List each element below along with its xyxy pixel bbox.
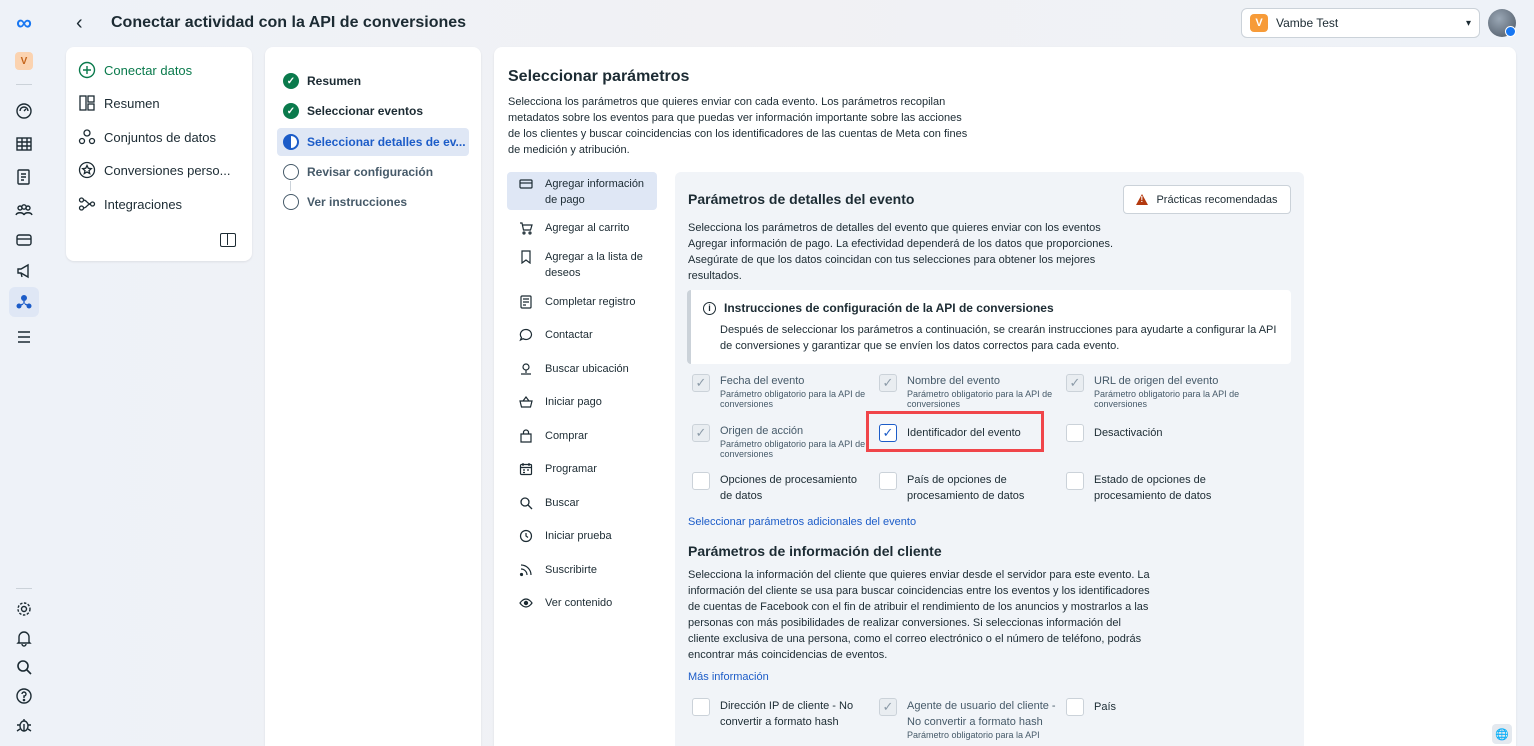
checkbox-empty-icon (1066, 424, 1084, 442)
audience-icon[interactable] (13, 199, 35, 221)
credit-card-icon (519, 177, 533, 191)
param-client-ip[interactable]: Dirección IP de cliente - No convertir a formato hash (692, 698, 870, 730)
event-item-subscribe[interactable]: Suscribirte (507, 558, 657, 582)
megaphone-icon[interactable] (13, 260, 35, 282)
info-box-text: Después de seleccionar los parámetros a continuación, se crearán instrucciones para ayudarte a configurar la API de conversiones y garantizar que se envíen los datos correctos para cada evento. (720, 324, 1277, 352)
cart-icon (519, 221, 533, 235)
step-view-instructions[interactable]: Ver instrucciones (277, 188, 469, 216)
steps-card (265, 47, 481, 746)
nav-item-integrations[interactable] (78, 195, 182, 213)
event-item-initiate-checkout[interactable]: Iniciar pago (507, 390, 657, 414)
event-item-add-to-wishlist[interactable]: Agregar a la lista de deseos (507, 245, 657, 285)
dataset-icon (78, 128, 96, 146)
rss-icon (519, 563, 533, 577)
info-box-title: i Instrucciones de configuración de la API de conversiones (703, 301, 1054, 315)
nav-label: Conjuntos de datos (104, 129, 217, 145)
details-title: Parámetros de detalles del evento (688, 191, 915, 207)
nav-item-custom-conversions[interactable] (78, 161, 230, 179)
more-info-link[interactable]: Más información (688, 671, 769, 683)
empty-circle-icon (283, 194, 299, 210)
eye-icon (519, 596, 533, 610)
bag-icon (519, 429, 533, 443)
event-item-add-to-cart[interactable]: Agregar al carrito (507, 216, 657, 240)
step-summary[interactable]: ✓ Resumen (277, 67, 469, 95)
chat-icon (519, 328, 533, 342)
page-title: Conectar actividad con la API de conversiones (111, 14, 467, 31)
calendar-icon (519, 462, 533, 476)
back-chevron-icon[interactable]: ‹ (76, 12, 83, 34)
checkbox-empty-icon (1066, 472, 1084, 490)
bell-icon[interactable] (13, 627, 35, 649)
search-icon[interactable] (13, 656, 35, 678)
settings-gear-icon[interactable] (13, 598, 35, 620)
nav-item-summary[interactable] (78, 94, 160, 112)
section-title: Seleccionar parámetros (508, 68, 690, 85)
nav-item-datasets[interactable] (78, 128, 216, 146)
checkbox-disabled-icon: ✓ (879, 374, 897, 392)
checkbox-empty-icon (1066, 698, 1084, 716)
event-item-view-content[interactable]: Ver contenido (507, 591, 657, 615)
event-item-find-location[interactable]: Buscar ubicación (507, 357, 657, 381)
event-item-purchase[interactable]: Comprar (507, 424, 657, 448)
customer-title: Parámetros de información del cliente (688, 543, 942, 559)
checkbox-empty-icon (879, 472, 897, 490)
bookmark-icon (519, 250, 533, 264)
plus-circle-icon (78, 61, 96, 79)
account-selector[interactable] (1241, 8, 1480, 38)
account-name: Vambe Test (1276, 16, 1339, 30)
event-item-add-payment-info[interactable]: Agregar información de pago (507, 172, 657, 210)
nav-card (66, 47, 252, 261)
clock-icon (519, 529, 533, 543)
bug-icon[interactable] (13, 714, 35, 736)
param-action-source[interactable]: ✓ Origen de acción Parámetro obligatorio para la API de conversiones (692, 424, 870, 459)
search-icon (519, 496, 533, 510)
param-data-processing-state[interactable]: Estado de opciones de procesamiento de datos (1066, 472, 1246, 504)
checkbox-disabled-icon: ✓ (879, 698, 897, 716)
checkbox-checked-icon: ✓ (879, 424, 897, 442)
param-client-user-agent[interactable]: ✓ Agente de usuario del cliente - No convertir a formato hash Parámetro obligatorio para la API (879, 698, 1059, 740)
form-icon (519, 295, 533, 309)
warning-icon (1136, 194, 1148, 205)
billing-icon[interactable] (13, 229, 35, 251)
half-circle-icon (283, 134, 299, 150)
event-item-search[interactable]: Buscar (507, 491, 657, 515)
event-item-schedule[interactable]: Programar (507, 457, 657, 481)
globe-icon[interactable]: 🌐 (1492, 724, 1512, 744)
check-circle-icon: ✓ (283, 73, 299, 89)
additional-params-link[interactable]: Seleccionar parámetros adicionales del evento (688, 516, 917, 528)
caret-down-icon: ▾ (1465, 17, 1471, 29)
info-box (687, 290, 1291, 364)
account-badge-icon: V (1250, 14, 1268, 32)
meta-logo-icon[interactable]: ∞ (16, 10, 32, 35)
collapse-panel-icon[interactable] (220, 233, 236, 247)
nav-label: Integraciones (104, 196, 183, 212)
param-data-processing-options[interactable]: Opciones de procesamiento de datos (692, 472, 870, 504)
event-item-complete-registration[interactable]: Completar registro (507, 290, 657, 314)
nav-item-connect-data[interactable] (78, 61, 192, 79)
facebook-badge-icon (1505, 26, 1516, 37)
event-item-contact[interactable]: Contactar (507, 323, 657, 347)
menu-icon[interactable] (13, 326, 35, 348)
details-description: Selecciona los parámetros de detalles del evento que quieres enviar con los eventos Agregar información de pago. La efectividad dependerá de los datos que proporciones. Asegúrate de que los datos coincidan con tus selecciones para obtener los mejores resultados. (688, 222, 1114, 282)
best-practices-button[interactable]: ! Prácticas recomendadas (1123, 185, 1291, 214)
section-description: Selecciona los parámetros que quieres enviar con cada evento. Los parámetros recopilan metadatos sobre los eventos para que puedas ver información importante sobre las acciones de los clientes y buscar coincidencias con los identificadores de las cuentas de Meta con fines de medición y atribución. (508, 96, 968, 156)
layout-icon (78, 94, 96, 112)
nav-label: Conectar datos (104, 62, 193, 78)
left-rail (0, 0, 48, 746)
param-event-time[interactable]: ✓ Fecha del evento Parámetro obligatorio para la API de conversiones (692, 374, 870, 409)
location-icon (519, 362, 533, 376)
param-event-name[interactable]: ✓ Nombre del evento Parámetro obligatorio para la API de conversiones (879, 374, 1057, 409)
checkbox-empty-icon (692, 698, 710, 716)
info-icon: i (703, 302, 716, 315)
events-manager-icon[interactable] (13, 291, 35, 313)
dashboard-icon[interactable] (13, 100, 35, 122)
account-badge[interactable]: V (13, 50, 35, 72)
table-icon[interactable] (13, 133, 35, 155)
checkbox-disabled-icon: ✓ (1066, 374, 1084, 392)
checkbox-disabled-icon: ✓ (692, 374, 710, 392)
customer-description: Selecciona la información del cliente que quieres enviar desde el servidor para este evento. La información del cliente se usa para buscar coincidencias entre los eventos y los identificadores de cuentas de Facebook con el fin de atribuir el rendimiento de los anuncios y mostrarlos a las personas con más posibilidades de realizar conversiones. Si seleccionas información del cliente exclusiva de una persona, como el correo electrónico o el número de teléfono, podrás encontrar más coincidencias de eventos. (688, 569, 1150, 661)
checkbox-empty-icon (692, 472, 710, 490)
highlight-box (866, 411, 1044, 452)
param-country[interactable]: País (1066, 698, 1166, 716)
param-event-source-url[interactable]: ✓ URL de origen del evento Parámetro obligatorio para la API de conversiones (1066, 374, 1246, 409)
integrations-icon (78, 195, 96, 213)
event-item-start-trial[interactable]: Iniciar prueba (507, 524, 657, 548)
param-event-id[interactable]: ✓ Identificador del evento (879, 424, 1039, 442)
step-review-config[interactable]: Revisar configuración (277, 158, 469, 186)
star-badge-icon (78, 161, 96, 179)
check-circle-icon: ✓ (283, 103, 299, 119)
empty-circle-icon (283, 164, 299, 180)
basket-icon (519, 395, 533, 409)
step-select-details[interactable]: Seleccionar detalles de ev... (277, 128, 469, 156)
checkbox-disabled-icon: ✓ (692, 424, 710, 442)
param-opt-out[interactable]: Desactivación (1066, 424, 1246, 442)
pages-icon[interactable] (13, 166, 35, 188)
nav-label: Resumen (104, 95, 160, 111)
step-select-events[interactable]: ✓ Seleccionar eventos (277, 97, 469, 125)
help-icon[interactable] (13, 685, 35, 707)
param-data-processing-country[interactable]: País de opciones de procesamiento de datos (879, 472, 1057, 504)
nav-label: Conversiones perso... (104, 162, 231, 178)
